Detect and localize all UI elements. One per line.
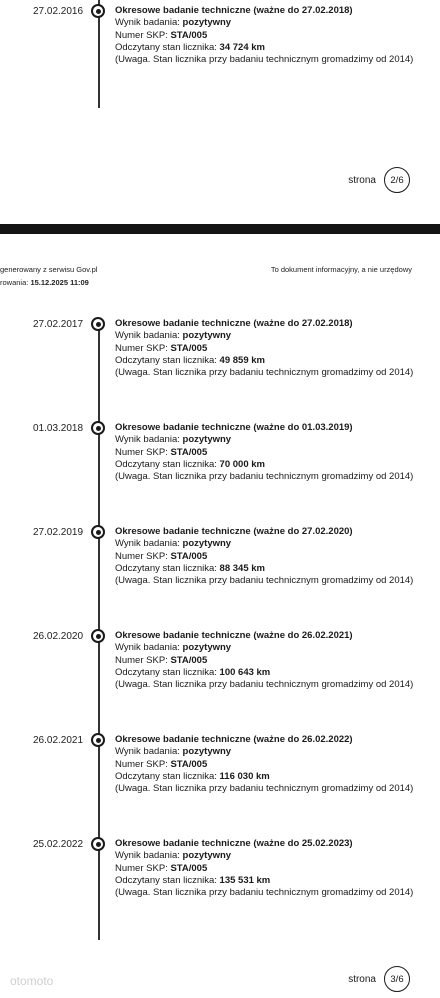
- entry-details: [115, 838, 415, 899]
- entry-title: Okresowe badanie techniczne (ważne do 01.03.2019): [115, 422, 353, 433]
- inspection-entry: [0, 422, 440, 512]
- page-number-badge: 3/6: [384, 966, 410, 992]
- entry-title: Okresowe badanie techniczne (ważne do 27.02.2018): [115, 318, 353, 329]
- entry-odometer: Odczytany stan licznika: 116 030 km: [115, 770, 270, 782]
- entry-note: (Uwaga. Stan licznika przy badaniu technicznym gromadzimy od 2014): [115, 783, 414, 795]
- entry-result: Wynik badania: pozytywny: [115, 330, 232, 342]
- entry-note: (Uwaga. Stan licznika przy badaniu technicznym gromadzimy od 2014): [115, 575, 414, 587]
- entry-date: 25.02.2022: [33, 839, 84, 850]
- timeline-dot-icon: [91, 4, 105, 18]
- document-page-3: [0, 234, 440, 998]
- entry-odometer: Odczytany stan licznika: 70 000 km: [115, 458, 265, 470]
- document-page-2: [0, 0, 440, 224]
- entry-skp: Numer SKP: STA/005: [115, 446, 208, 458]
- entry-skp: Numer SKP: STA/005: [115, 550, 208, 562]
- page-label: strona: [348, 973, 376, 985]
- page-number-badge: 2/6: [384, 167, 410, 193]
- entry-title: Okresowe badanie techniczne (ważne do 25.02.2023): [115, 838, 353, 849]
- entry-skp: Numer SKP: STA/005: [115, 29, 208, 41]
- page-indicator: [348, 167, 410, 193]
- timeline-dot-icon: [91, 317, 105, 331]
- page-label: strona: [348, 174, 376, 186]
- entry-skp: Numer SKP: STA/005: [115, 342, 208, 354]
- document-disclaimer: To dokument informacyjny, a nie urzędowy: [270, 265, 412, 274]
- entry-title: Okresowe badanie techniczne (ważne do 27.02.2020): [115, 526, 353, 537]
- entry-date: 27.02.2016: [33, 6, 84, 17]
- timeline-dot-icon: [91, 421, 105, 435]
- inspection-entry: [0, 318, 440, 408]
- entry-result: Wynik badania: pozytywny: [115, 17, 232, 29]
- entry-note: (Uwaga. Stan licznika przy badaniu technicznym gromadzimy od 2014): [115, 887, 414, 899]
- entry-title: Okresowe badanie techniczne (ważne do 26.02.2021): [115, 630, 353, 641]
- entry-details: [115, 318, 415, 379]
- entry-title: Okresowe badanie techniczne (ważne do 27.02.2018): [115, 5, 353, 16]
- entry-odometer: Odczytany stan licznika: 100 643 km: [115, 666, 271, 678]
- entry-details: [115, 5, 415, 66]
- inspection-entry: [0, 630, 440, 720]
- entry-date: 27.02.2017: [33, 319, 84, 330]
- timeline-dot-icon: [91, 733, 105, 747]
- timeline-dot-icon: [91, 629, 105, 643]
- timeline-dot-icon: [91, 525, 105, 539]
- entry-note: (Uwaga. Stan licznika przy badaniu technicznym gromadzimy od 2014): [115, 679, 414, 691]
- timeline-dot-icon: [91, 837, 105, 851]
- inspection-entry: [0, 734, 440, 824]
- inspection-entry: [0, 838, 440, 928]
- entry-odometer: Odczytany stan licznika: 135 531 km: [115, 874, 271, 886]
- entry-skp: Numer SKP: STA/005: [115, 654, 208, 666]
- entry-result: Wynik badania: pozytywny: [115, 746, 232, 758]
- entry-note: (Uwaga. Stan licznika przy badaniu technicznym gromadzimy od 2014): [115, 471, 414, 483]
- entry-date: 01.03.2018: [33, 423, 84, 434]
- watermark: otomoto: [10, 974, 54, 988]
- entry-date: 26.02.2021: [33, 735, 84, 746]
- entry-details: [115, 734, 415, 795]
- entry-note: (Uwaga. Stan licznika przy badaniu technicznym gromadzimy od 2014): [115, 367, 414, 379]
- entry-title: Okresowe badanie techniczne (ważne do 26.02.2022): [115, 734, 353, 745]
- entry-result: Wynik badania: pozytywny: [115, 850, 232, 862]
- entry-details: [115, 422, 415, 483]
- entry-result: Wynik badania: pozytywny: [115, 538, 232, 550]
- entry-odometer: Odczytany stan licznika: 49 859 km: [115, 354, 265, 366]
- generated-from-text: generowany z serwisu Gov.pl: [0, 265, 98, 274]
- inspection-entry: [0, 526, 440, 616]
- entry-skp: Numer SKP: STA/005: [115, 758, 208, 770]
- entry-date: 27.02.2019: [33, 527, 84, 538]
- entry-result: Wynik badania: pozytywny: [115, 434, 232, 446]
- entry-result: Wynik badania: pozytywny: [115, 642, 232, 654]
- entry-odometer: Odczytany stan licznika: 34 724 km: [115, 41, 265, 53]
- page-separator: [0, 224, 440, 234]
- entry-details: [115, 526, 415, 587]
- generated-at: rowania: 15.12.2025 11:09: [0, 278, 89, 287]
- entry-date: 26.02.2020: [33, 631, 84, 642]
- entry-odometer: Odczytany stan licznika: 88 345 km: [115, 562, 265, 574]
- entry-note: (Uwaga. Stan licznika przy badaniu technicznym gromadzimy od 2014): [115, 54, 414, 66]
- entry-details: [115, 630, 415, 691]
- inspection-entry: [0, 5, 440, 95]
- entry-skp: Numer SKP: STA/005: [115, 862, 208, 874]
- page-indicator: [348, 966, 410, 992]
